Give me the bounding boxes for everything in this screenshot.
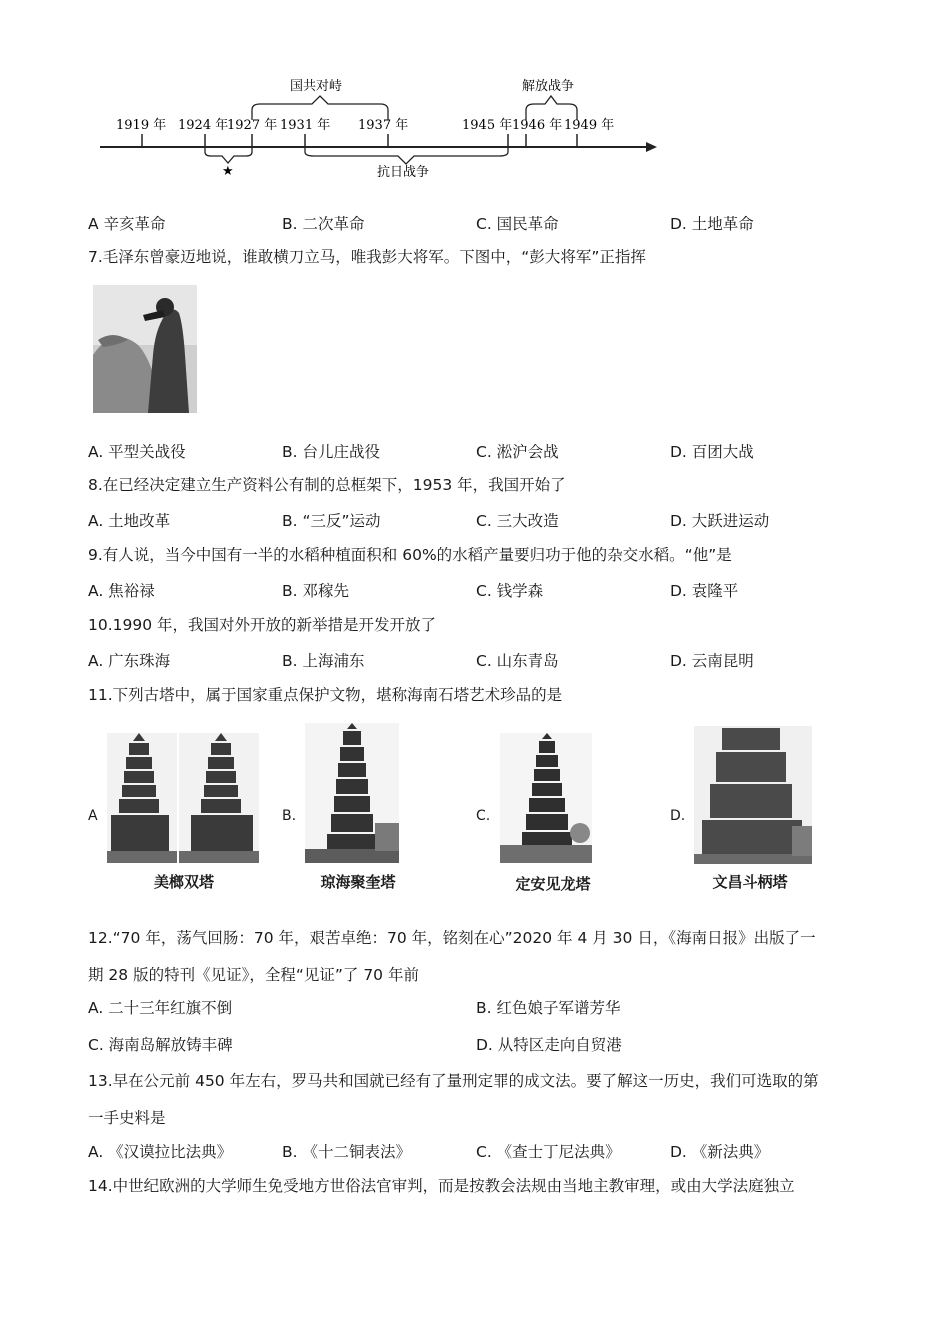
pagoda-image-b[interactable] (305, 723, 399, 863)
option-a[interactable]: A. 《汉谟拉比法典》 (88, 1143, 233, 1161)
timeline-arrow (646, 142, 657, 152)
option-d-letter[interactable]: D. (670, 808, 686, 824)
year-label: 1945 年 (462, 118, 513, 133)
question-13-line-2: 一手史料是 (88, 1109, 166, 1127)
pagoda-caption-b: 琼海聚奎塔 (320, 873, 396, 891)
year-label: 1949 年 (564, 118, 615, 133)
year-label: 1937 年 (358, 118, 409, 133)
question-12-line-2: 期 28 版的特刊《见证》，全程“见证”了 70 年前 (88, 966, 419, 984)
option-d[interactable]: D. 云南昆明 (670, 652, 754, 670)
option-b[interactable]: B. 红色娘子军谱芳华 (476, 999, 621, 1017)
option-d[interactable]: D. 《新法典》 (670, 1143, 770, 1161)
option-b[interactable]: B. 二次革命 (282, 215, 365, 233)
question-9: 9.有人说，当今中国有一半的水稻种植面积和 60%的水稻产量要归功于他的杂交水稻。“他”是 (88, 546, 732, 564)
option-d[interactable]: D. 大跃进运动 (670, 512, 770, 530)
option-a[interactable]: A 辛亥革命 (88, 215, 166, 233)
bracket-anti-japanese-war (305, 147, 508, 164)
option-c-letter[interactable]: C. (476, 808, 491, 824)
peng-dehuai-photo (93, 285, 197, 413)
pagoda-image-c[interactable] (500, 733, 592, 863)
year-label: 1919 年 (116, 118, 167, 133)
option-b[interactable]: B. 上海浦东 (282, 652, 365, 670)
option-a[interactable]: A. 土地改革 (88, 512, 171, 530)
option-c[interactable]: C. 国民革命 (476, 215, 559, 233)
option-c[interactable]: C. 山东青岛 (476, 652, 559, 670)
pagoda-caption-a: 美榔双塔 (153, 873, 214, 891)
option-c[interactable]: C. 海南岛解放铸丰碑 (88, 1036, 233, 1054)
option-c[interactable]: C. 钱学森 (476, 582, 544, 600)
option-b[interactable]: B. “三反”运动 (282, 512, 381, 530)
question-14: 14.中世纪欧洲的大学师生免受地方世俗法官审判，而是按教会法规由当地主教审理，或由大学法庭独立 (88, 1177, 795, 1195)
pagoda-caption-c: 定安见龙塔 (515, 875, 591, 893)
option-b[interactable]: B. 台儿庄战役 (282, 443, 380, 461)
option-c[interactable]: C. 《查士丁尼法典》 (476, 1143, 621, 1161)
pagoda-caption-d: 文昌斗柄塔 (712, 873, 788, 891)
question-11: 11.下列古塔中，属于国家重点保护文物，堪称海南石塔艺术珍品的是 (88, 686, 563, 704)
pagoda-image-d[interactable] (694, 726, 812, 864)
option-b-letter[interactable]: B. (282, 808, 297, 824)
bottom-label: 抗日战争 (377, 165, 430, 180)
top-label: 国共对峙 (290, 79, 343, 94)
option-b[interactable]: B. 《十二铜表法》 (282, 1143, 411, 1161)
year-label: 1931 年 (280, 118, 331, 133)
year-label: 1924 年 (178, 118, 229, 133)
option-a[interactable]: A. 二十三年红旗不倒 (88, 999, 233, 1017)
bracket-liberation-war (526, 96, 577, 120)
option-c[interactable]: C. 三大改造 (476, 512, 559, 530)
option-d[interactable]: D. 百团大战 (670, 443, 754, 461)
question-7: 7.毛泽东曾豪迈地说，谁敢横刀立马，唯我彭大将军。下图中，“彭大将军”正指挥 (88, 248, 646, 266)
option-d[interactable]: D. 袁隆平 (670, 582, 739, 600)
option-d[interactable]: D. 土地革命 (670, 215, 754, 233)
option-b[interactable]: B. 邓稼先 (282, 582, 349, 600)
question-8: 8.在已经决定建立生产资料公有制的总框架下，1953 年，我国开始了 (88, 476, 566, 494)
bracket-civil-confrontation (252, 96, 388, 120)
bracket-star (205, 147, 252, 163)
year-label: 1946 年 (512, 118, 563, 133)
year-label: 1927 年 (227, 118, 278, 133)
question-12-line-1: 12.“70 年，荡气回肠：70 年，艰苦卓绝：70 年，铭刻在心”2020 年 4 月 30 日，《海南日报》出版了一 (88, 929, 816, 947)
timeline-diagram (90, 72, 670, 182)
question-13-line-1: 13.早在公元前 450 年左右，罗马共和国就已经有了量刑定罪的成文法。要了解这一历史，我们可选取的第 (88, 1072, 819, 1090)
star-icon: ★ (222, 164, 234, 179)
pagoda-image-a[interactable] (107, 733, 259, 863)
question-10: 10.1990 年，我国对外开放的新举措是开发开放了 (88, 616, 437, 634)
top-label: 解放战争 (522, 79, 575, 94)
option-c[interactable]: C. 淞沪会战 (476, 443, 559, 461)
option-a[interactable]: A. 平型关战役 (88, 443, 186, 461)
option-a[interactable]: A. 广东珠海 (88, 652, 171, 670)
option-d[interactable]: D. 从特区走向自贸港 (476, 1036, 622, 1054)
option-a-letter[interactable]: A (88, 808, 98, 824)
option-a[interactable]: A. 焦裕禄 (88, 582, 155, 600)
